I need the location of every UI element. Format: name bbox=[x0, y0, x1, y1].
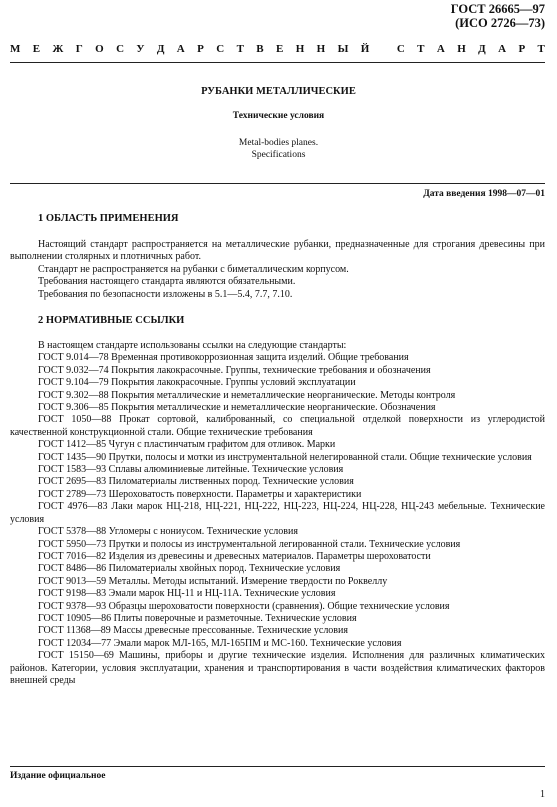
banner-letter bbox=[382, 42, 385, 56]
paragraph: В настоящем стандарте использованы ссылки на следующие стандарты: bbox=[38, 340, 347, 351]
reference-item: ГОСТ 9378—93 Образцы шероховатости поверхности (сравнения). Общие технические условия bbox=[38, 600, 450, 612]
banner-letter: Н bbox=[295, 43, 305, 55]
banner-letter: С bbox=[216, 43, 225, 55]
gost-number: ГОСТ 26665—97 bbox=[450, 2, 545, 16]
paragraph: Требования по безопасности изложены в 5.1—5.4, 7.7, 7.10. bbox=[38, 288, 293, 300]
iso-number: (ИСО 2726—73) bbox=[455, 16, 545, 30]
banner-letter: В bbox=[256, 43, 264, 55]
document-subtitle: Технические условия bbox=[232, 111, 325, 121]
reference-item: ГОСТ 9198—83 Эмали марок НЦ-11 и НЦ-11А. Технические условия bbox=[38, 588, 336, 600]
banner-letter: Д bbox=[478, 43, 486, 55]
reference-item: ГОСТ 10905—86 Плиты поверочные и разметочные. Технические условия bbox=[38, 612, 357, 624]
banner-letter: Н bbox=[316, 43, 326, 55]
reference-item: ГОСТ 12034—77 Эмали марок МЛ-165, МЛ-165ПМ и МС-160. Технические условия bbox=[38, 637, 402, 649]
english-title-line2: Specifications bbox=[251, 150, 306, 160]
banner-letter: М bbox=[10, 43, 21, 55]
paragraph: Стандарт не распространяется на рубанки с биметаллическим корпусом. bbox=[38, 263, 349, 275]
english-title-line1: Metal-bodies planes. bbox=[238, 138, 319, 148]
section-2-heading: 2 НОРМАТИВНЫЕ ССЫЛКИ bbox=[38, 315, 185, 326]
banner-letter: О bbox=[95, 43, 104, 55]
banner-letter: Д bbox=[156, 43, 165, 55]
banner-letter: Т bbox=[537, 43, 545, 55]
reference-item: ГОСТ 2695—83 Пиломатериалы лиственных пород. Технические условия bbox=[38, 476, 354, 488]
edition-label: Издание официальное bbox=[10, 771, 106, 781]
banner-letter: С bbox=[116, 43, 125, 55]
bottom-rule bbox=[10, 766, 545, 767]
banner-letter: Т bbox=[236, 43, 244, 55]
banner-letter: У bbox=[136, 43, 145, 55]
paragraph: Настоящий стандарт распространяется на металлические рубанки, предназначенные для строгания древесины при выполнении столярных и плотничных работ. bbox=[10, 239, 545, 263]
banner-letter: Ы bbox=[337, 43, 349, 55]
interstate-standard-banner bbox=[10, 42, 545, 56]
introduction-date: Дата введения 1998—07—01 bbox=[423, 189, 545, 199]
banner-letter: Ж bbox=[52, 43, 64, 55]
reference-item: ГОСТ 8486—86 Пиломатериалы хвойных пород. Технические условия bbox=[38, 563, 341, 575]
banner-letter: С bbox=[396, 43, 405, 55]
top-rule bbox=[10, 62, 545, 63]
reference-item: ГОСТ 9.302—88 Покрытия металлические и неметаллические неорганические. Методы контроля bbox=[38, 389, 456, 401]
reference-item: ГОСТ 5378—88 Угломеры с нониусом. Технические условия bbox=[38, 526, 298, 538]
reference-item: ГОСТ 15150—69 Машины, приборы и другие технические изделия. Исполнения для различных климатических районов. Категории, условия эксплуатации, хранения и транспортирования в части воздействия климатических факторов внешней среды bbox=[10, 650, 545, 686]
reference-item: ГОСТ 11368—89 Массы древесные прессованные. Технические условия bbox=[38, 625, 348, 637]
banner-letter: Е bbox=[276, 43, 284, 55]
reference-item: ГОСТ 1435—90 Прутки, полосы и мотки из инструментальной нелегированной стали. Общие технические условия bbox=[38, 451, 532, 463]
document-number bbox=[451, 2, 545, 30]
banner-letter: А bbox=[176, 43, 185, 55]
paragraph: Требования настоящего стандарта являются обязательными. bbox=[38, 276, 296, 288]
banner-letter: А bbox=[436, 43, 445, 55]
page-number: 1 bbox=[540, 789, 545, 800]
middle-rule bbox=[10, 183, 545, 184]
reference-item: ГОСТ 9.032—74 Покрытия лакокрасочные. Группы, технические требования и обозначения bbox=[38, 364, 431, 376]
reference-item: ГОСТ 5950—73 Прутки и полосы из инструментальной легированной стали. Технические условия bbox=[38, 538, 461, 550]
reference-item: ГОСТ 9.104—79 Покрытия лакокрасочные. Группы условий эксплуатации bbox=[38, 377, 356, 389]
banner-letter: Р bbox=[518, 43, 526, 55]
reference-item: ГОСТ 7016—82 Изделия из древесины и древесных материалов. Параметры шероховатости bbox=[38, 550, 431, 562]
banner-letter: Т bbox=[417, 43, 425, 55]
reference-item: ГОСТ 9.306—85 Покрытия металлические и неметаллические неорганические. Обозначения bbox=[38, 402, 436, 414]
reference-item: ГОСТ 1050—88 Прокат сортовой, калиброванный, со специальной отделкой поверхности из углеродистой качественной конструкционной стали. Общие технические требования bbox=[10, 414, 545, 438]
reference-item: ГОСТ 4976—83 Лаки марок НЦ-218, НЦ-221, НЦ-222, НЦ-223, НЦ-224, НЦ-228, НЦ-243 мебельные. Технические условия bbox=[10, 501, 545, 525]
english-title bbox=[0, 137, 557, 161]
reference-item: ГОСТ 9013—59 Металлы. Методы испытаний. Измерение твердости по Роквеллу bbox=[38, 575, 388, 587]
reference-item: ГОСТ 9.014—78 Временная противокоррозионная защита изделий. Общие требования bbox=[38, 352, 409, 364]
banner-letter: Е bbox=[32, 43, 41, 55]
banner-letter: Й bbox=[360, 43, 370, 55]
banner-letter: Р bbox=[197, 43, 204, 55]
section-1-heading: 1 ОБЛАСТЬ ПРИМЕНЕНИЯ bbox=[38, 213, 179, 224]
banner-letter: А bbox=[498, 43, 507, 55]
reference-item: ГОСТ 1412—85 Чугун с пластинчатым графитом для отливок. Марки bbox=[38, 439, 336, 451]
reference-item: ГОСТ 2789—73 Шероховатость поверхности. Параметры и характеристики bbox=[38, 488, 362, 500]
section-1-body bbox=[10, 239, 545, 301]
document-title: РУБАНКИ МЕТАЛЛИЧЕСКИЕ bbox=[201, 86, 356, 97]
reference-item: ГОСТ 1583—93 Сплавы алюминиевые литейные. Технические условия bbox=[38, 464, 344, 476]
banner-letter: Г bbox=[75, 43, 83, 55]
section-2-body bbox=[10, 340, 545, 687]
banner-letter: Н bbox=[457, 43, 466, 55]
